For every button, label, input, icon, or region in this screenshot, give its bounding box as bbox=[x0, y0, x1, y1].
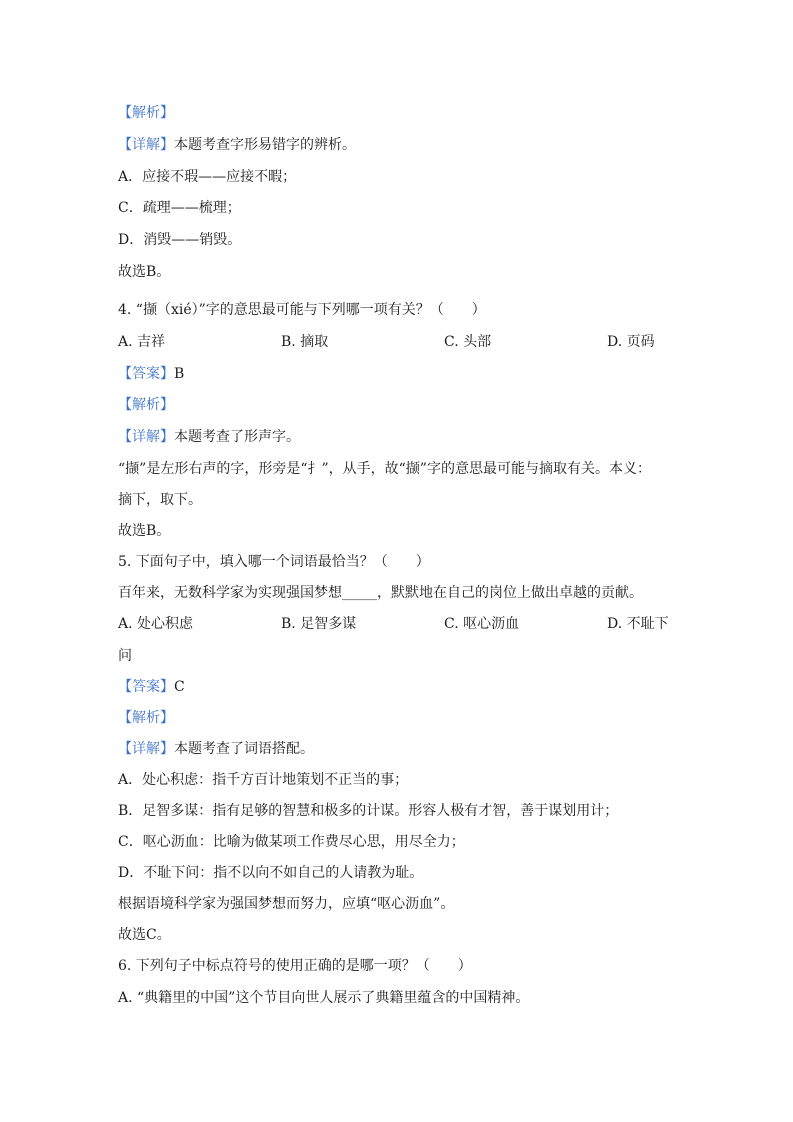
q5-option-a: A. 处心积虑 bbox=[118, 616, 194, 632]
q4-explanation-1: “撷”是左形右声的字，形旁是“扌”，从手，故“撷”字的意思最可能与摘取有关。本义： bbox=[118, 461, 651, 477]
q5-option-d: D. 不耻下 bbox=[607, 616, 669, 632]
detail-text: 本题考查字形易错字的辨析。 bbox=[174, 137, 356, 153]
q4-option-c: C. 头部 bbox=[444, 334, 492, 350]
detail-label: 【详解】 bbox=[118, 429, 174, 445]
answer-label: 【答案】 bbox=[118, 366, 174, 382]
detail-text: 本题考查了形声字。 bbox=[174, 429, 300, 445]
detail-label: 【详解】 bbox=[118, 137, 174, 153]
answer-conclusion: 故选B。 bbox=[118, 523, 171, 539]
detail-label: 【详解】 bbox=[118, 741, 174, 757]
q5-explanation-c: C．呕心沥血：比喻为做某项工作费尽心思，用尽全力； bbox=[118, 834, 465, 850]
detail-line bbox=[118, 136, 356, 154]
answer-conclusion: 故选C。 bbox=[118, 927, 171, 943]
q5-option-c: C. 呕心沥血 bbox=[444, 616, 520, 632]
q5-sentence: 百年来，无数科学家为实现强国梦想_____，默默地在自己的岗位上做出卓越的贡献。 bbox=[118, 585, 643, 601]
answer-value: B bbox=[174, 366, 185, 382]
q5-option-d-wrap: 问 bbox=[118, 648, 132, 664]
detail-line bbox=[118, 740, 314, 758]
answer-line bbox=[118, 678, 185, 696]
answer-conclusion: 故选B。 bbox=[118, 264, 171, 280]
question-4: 4. “撷（xié）”字的意思最可能与下列哪一项有关？（ ） bbox=[118, 302, 486, 318]
question-5: 5. 下面句子中，填入哪一个词语最恰当？（ ） bbox=[118, 554, 430, 570]
q4-option-a: A. 吉祥 bbox=[118, 334, 166, 350]
q5-explanation-d: D．不耻下问：指不以向不如自己的人请教为耻。 bbox=[118, 865, 424, 881]
q4-option-b: B. 摘取 bbox=[281, 334, 329, 350]
detail-text: 本题考查了词语搭配。 bbox=[174, 741, 314, 757]
explanation-a: A．应接不瑕——应接不暇； bbox=[118, 169, 297, 185]
q6-option-a: A. “典籍里的中国”这个节目向世人展示了典籍里蕴含的中国精神。 bbox=[118, 990, 530, 1006]
q5-conclusion: 根据语境科学家为强国梦想而努力，应填“呕心沥血”。 bbox=[118, 896, 455, 912]
q5-option-b: B. 足智多谋 bbox=[281, 616, 357, 632]
analysis-label: 【解析】 bbox=[118, 710, 174, 726]
detail-line bbox=[118, 428, 300, 446]
answer-label: 【答案】 bbox=[118, 679, 174, 695]
analysis-label: 【解析】 bbox=[118, 397, 174, 413]
answer-line bbox=[118, 365, 184, 383]
explanation-c: C．疏理——梳理； bbox=[118, 200, 241, 216]
question-6: 6. 下列句子中标点符号的使用正确的是哪一项？（ ） bbox=[118, 958, 472, 974]
q4-explanation-2: 摘下，取下。 bbox=[118, 492, 202, 508]
q5-explanation-a: A．处心积虑：指千方百计地策划不正当的事； bbox=[118, 772, 409, 788]
q4-option-d: D. 页码 bbox=[607, 334, 655, 350]
q5-explanation-b: B．足智多谋：指有足够的智慧和极多的计谋。形容人极有才智，善于谋划用计； bbox=[118, 803, 619, 819]
explanation-d: D．消毁——销毁。 bbox=[118, 232, 242, 248]
analysis-label: 【解析】 bbox=[118, 105, 174, 121]
answer-value: C bbox=[174, 679, 185, 695]
